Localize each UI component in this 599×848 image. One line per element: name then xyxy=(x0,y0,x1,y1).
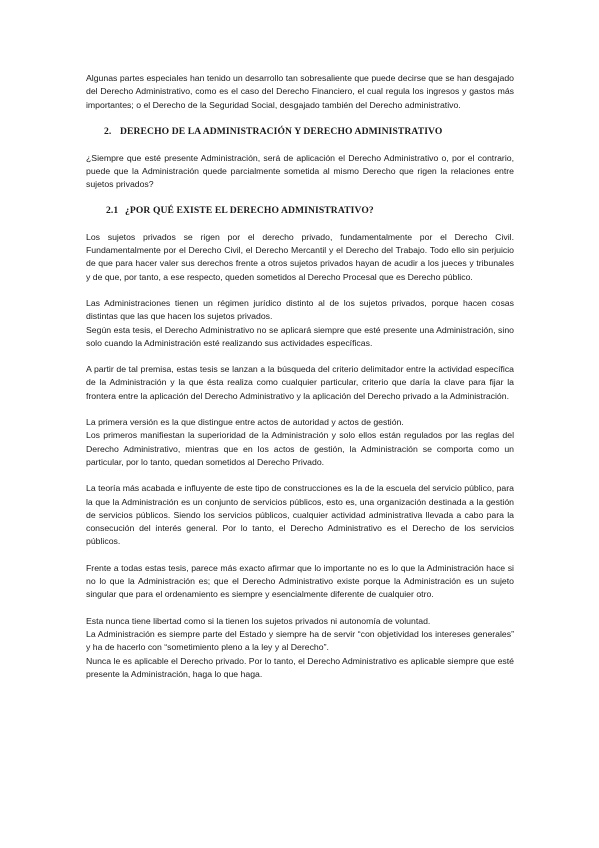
subsection-heading xyxy=(86,204,514,218)
subsection-title: ¿POR QUÉ EXISTE EL DERECHO ADMINISTRATIVO? xyxy=(125,204,374,216)
paragraph: Nunca le es aplicable el Derecho privado. Por lo tanto, el Derecho Administrativo es aplicable siempre que esté presente la Administración, haga lo que haga. xyxy=(86,655,514,679)
paragraph: Las Administraciones tienen un régimen jurídico distinto al de los sujetos privados, porque hacen cosas distintas que las que hacen los sujetos privados. xyxy=(86,297,514,322)
paragraph: A partir de tal premisa, estas tesis se lanzan a la búsqueda del criterio delimitador entre la actividad específica de la Administración y la que ésta realiza como cualquier particular, criterio que daría la clave para fijar la frontera entre la aplicación del Derecho Administrativo y la aplicación del Derecho privado a la Administración. xyxy=(86,364,514,401)
paragraph: Los sujetos privados se rigen por el derecho privado, fundamentalmente por el Derecho Civil. Fundamentalmente por el Derecho Civil, el Derecho Mercantil y el Derecho del Trabajo. Todo ello sin perjuicio de que para hacer valer sus derechos frente a otros sujetos privados hayan de acudir a los jueces y tribunales y de que, por tanto, a ese respecto, queden sometidos al Derecho Procesal que es Derecho público. xyxy=(86,231,514,282)
paragraph: La teoría más acabada e influyente de este tipo de construcciones es la de la escuela del servicio público, para la que la Administración es un conjunto de servicios públicos, esto es, una organización destinada a la gestión de servicios públicos. Siendo los servicios públicos, cualquier actividad administrativa llevada a cabo para la consecución del interés general. Por lo tanto, el Derecho Administrativo es el Derecho de los servicios públicos. xyxy=(86,483,514,547)
paragraph: Los primeros manifiestan la superioridad de la Administración y solo ellos están regulados por las reglas del Derecho Administrativo, mientras que en los actos de gestión, la Administración se comporta como un particular, por lo tanto, quedan sometidos al Derecho Privado. xyxy=(86,430,514,467)
paragraph: Algunas partes especiales han tenido un desarrollo tan sobresaliente que puede decirse que se han desgajado del Derecho Administrativo, como es el caso del Derecho Financiero, el cual regula los ingresos y gastos más importantes; o el Derecho de la Seguridad Social, desgajado también del Derecho administrativo. xyxy=(86,73,514,110)
paragraph: Según esta tesis, el Derecho Administrativo no se aplicará siempre que esté presente una Administración, sino solo cuando la Administración esté realizando sus actividades específicas. xyxy=(86,324,514,348)
document-body xyxy=(86,72,514,681)
paragraph: La Administración es siempre parte del Estado y siempre ha de servir “con objetividad los intereses generales” y ha de hacerlo con “sometimiento pleno a la ley y al Derecho”. xyxy=(86,628,514,653)
paragraph: Frente a todas estas tesis, parece más exacto afirmar que lo importante no es lo que la Administración hace si no lo que la Administración es; que el Derecho Administrativo existe porque la Administración es un sujeto singular que para el ordenamiento es siempre y esencialmente diferente de cualquier otro. xyxy=(86,562,514,600)
section-heading xyxy=(86,125,514,139)
paragraph: ¿Siempre que esté presente Administración, será de aplicación el Derecho Administrativo o, por el contrario, puede que la Administración quede parcialmente sometida al mismo Derecho que rigen la relaciones entre sujetos privados? xyxy=(86,152,514,190)
paragraph: Esta nunca tiene libertad como si la tienen los sujetos privados ni autonomía de voluntad. xyxy=(86,615,431,626)
paragraph: La primera versión es la que distingue entre actos de autoridad y actos de gestión. xyxy=(86,417,404,428)
section-title: DERECHO DE LA ADMINISTRACIÓN Y DERECHO ADMINISTRATIVO xyxy=(120,125,443,137)
subsection-number: 2.1 xyxy=(106,204,119,216)
section-number: 2. xyxy=(104,125,112,137)
